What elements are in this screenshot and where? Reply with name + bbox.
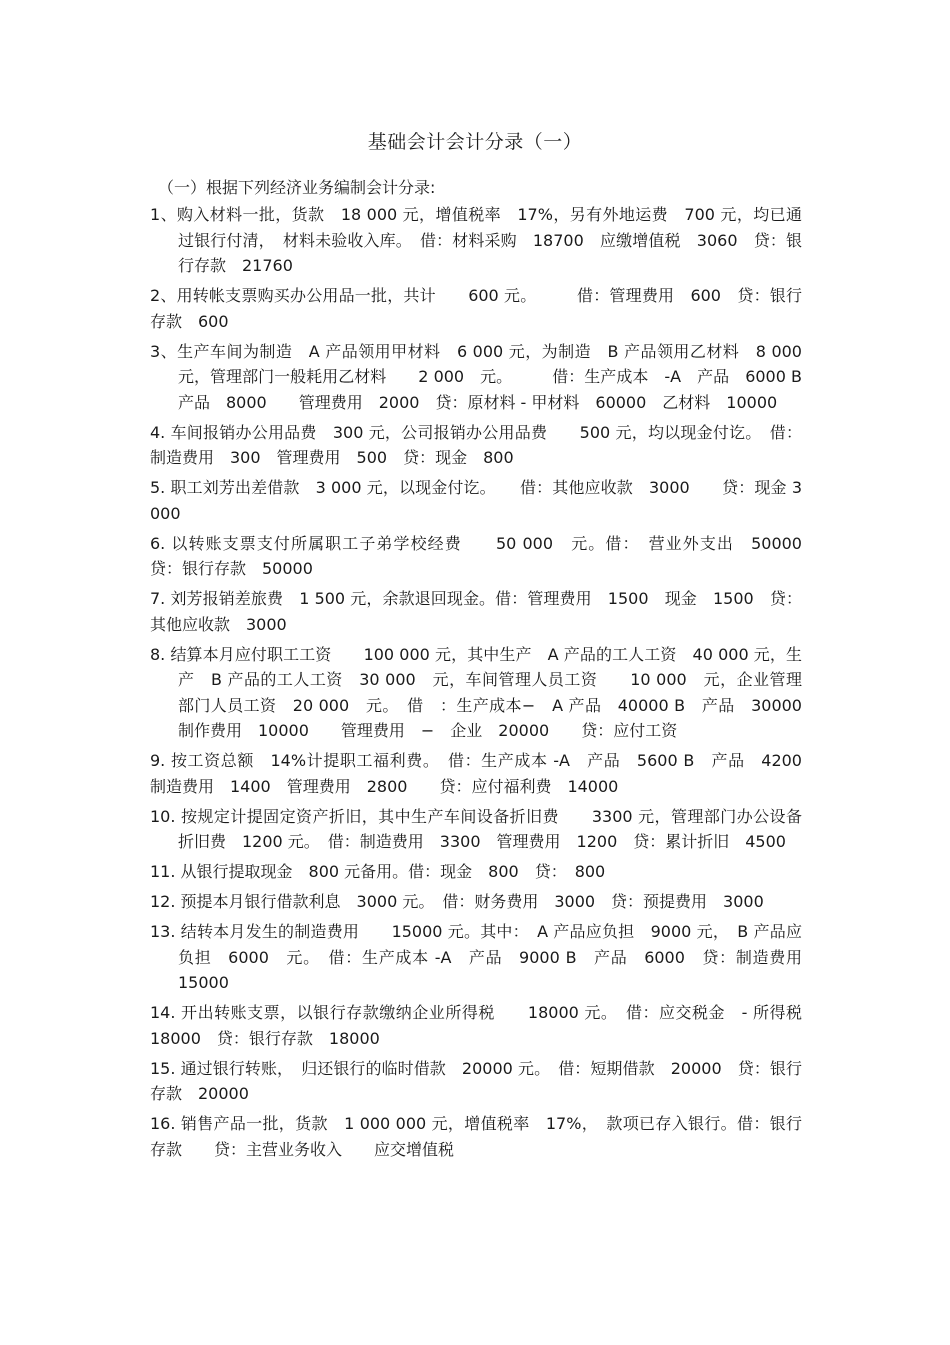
entry-3: 3、生产车间为制造 A 产品领用甲材料 6 000 元，为制造 B 产品领用乙材料 8 000 元，管理部门一般耗用乙材料 2 000 元。 借：生产成本 -A 产品 6000 B 产品 8000 管理费用 2000 贷：原材料 - 甲材料 60000 乙材料 10000 [150, 341, 819, 412]
entry-2: 2、用转帐支票购买办公用品一批，共计 600 元。 借：管理费用 600 贷：银行存款 600 [150, 286, 802, 331]
entry-14: 14. 开出转账支票，以银行存款缴纳企业所得税 18000 元。 借：应交税金 - 所得税 18000 贷：银行存款 18000 [150, 1003, 819, 1048]
entry-11: 11. 从银行提取现金 800 元备用。借：现金 800 贷： 800 [150, 862, 606, 881]
entry-list [150, 202, 819, 1167]
document-title: 基础会计会计分录（一） [367, 131, 583, 153]
entry-1: 1、购入材料一批，货款 18 000 元，增值税率 17%，另有外地运费 700 元，均已通过银行付清， 材料未验收入库。 借：材料采购 18700 应缴增值税 3060 贷：银行存款 21760 [150, 205, 802, 275]
entry-15: 15. 通过银行转账， 归还银行的临时借款 20000 元。 借：短期借款 20000 贷：银行存款 20000 [150, 1058, 802, 1103]
entry-8: 8. 结算本月应付职工工资 100 000 元，其中生产 A 产品的工人工资 40 000 元，生产 B 产品的工人工资 30 000 元，车间管理人员工资 10 000 元，企业管理部门人员工资 20 000 元。 借 ：生产成本− A 产品 40000 B 产品 30000 制作费用 10000 管理费用 − 企业 20000 贷：应付工资 [150, 644, 819, 740]
entry-7: 7. 刘芳报销差旅费 1 500 元，余款退回现金。借：管理费用 1500 现金 1500 贷：其他应收款 3000 [150, 589, 802, 634]
entry-16: 16. 销售产品一批，货款 1 000 000 元，增值税率 17%， 款项已存入银行。借：银行存款 贷：主营业务收入 应交增值税 [150, 1114, 802, 1159]
entry-9: 9. 按工资总额 14%计提职工福利费。 借：生产成本 -A 产品 5600 B 产品 4200 制造费用 1400 管理费用 2800 贷：应付福利费 14000 [150, 751, 819, 796]
entry-6: 6. 以转账支票支付所属职工子弟学校经费 50 000 元。借： 营业外支出 50000 贷：银行存款 50000 [150, 533, 819, 578]
section-heading: （一）根据下列经济业务编制会计分录: [158, 178, 436, 197]
entry-13: 13. 结转本月发生的制造费用 15000 元。其中： A 产品应负担 9000 元， B 产品应负担 6000 元。 借：生产成本 -A 产品 9000 B 产品 6000 贷：制造费用 15000 [150, 922, 819, 992]
entry-12: 12. 预提本月银行借款利息 3000 元。 借：财务费用 3000 贷：预提费用 3000 [150, 892, 764, 911]
entry-10: 10. 按规定计提固定资产折旧，其中生产车间设备折旧费 3300 元，管理部门办公设备折旧费 1200 元。 借：制造费用 3300 管理费用 1200 贷：累计折旧 4500 [150, 806, 802, 851]
entry-5: 5. 职工刘芳出差借款 3 000 元，以现金付讫。 借：其他应收款 3000 贷：现金 3000 [150, 478, 802, 523]
entry-4: 4. 车间报销办公用品费 300 元，公司报销办公用品费 500 元，均以现金付讫。 借：制造费用 300 管理费用 500 贷：现金 800 [150, 422, 802, 467]
